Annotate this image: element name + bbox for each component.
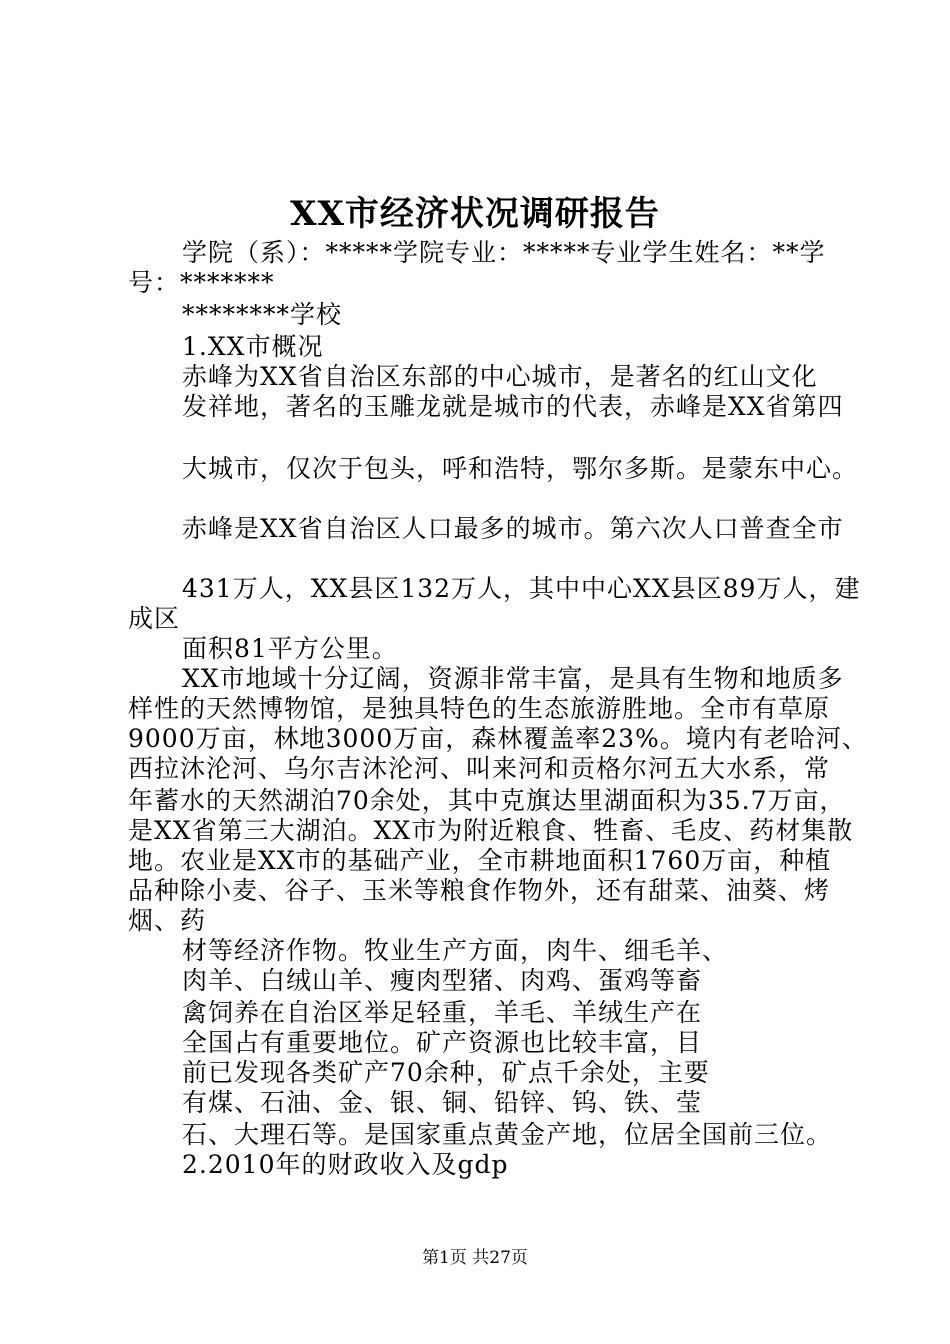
text-line: 学院（系）：*****学院专业：*****专业学生姓名：**学 (182, 238, 826, 267)
text-line: 石、大理石等。是国家重点黄金产地，位居全国前三位。 (182, 1120, 833, 1149)
text-line: XX市地域十分辽阔，资源非常丰富，是具有生物和地质多 (182, 664, 844, 693)
text-line: 号：******* (128, 268, 275, 297)
text-line: 赤峰是XX省自治区人口最多的城市。第六次人口普查全市 (182, 514, 844, 543)
text-line: 9000万亩，林地3000万亩，森林覆盖率23%。境内有老哈河、 (128, 724, 868, 753)
text-line: 431万人，XX县区132万人，其中中心XX县区89万人，建 (182, 574, 861, 603)
text-line: 品种除小麦、谷子、玉米等粮食作物外，还有甜菜、油葵、烤 (128, 876, 831, 905)
text-line: ********学校 (182, 300, 343, 329)
text-line: 肉羊、白绒山羊、瘦肉型猪、肉鸡、蛋鸡等畜 (182, 966, 703, 995)
text-line: 是XX省第三大湖泊。XX市为附近粮食、牲畜、毛皮、药材集散 (128, 816, 854, 845)
text-line: 烟、药 (128, 906, 207, 935)
text-line: 面积81平方公里。 (182, 634, 398, 663)
text-line: 1.XX市概况 (182, 332, 324, 361)
text-line: 禽饲养在自治区举足轻重，羊毛、羊绒生产在 (182, 998, 703, 1027)
text-line: 样性的天然博物馆，是独具特色的生态旅游胜地。全市有草原 (128, 694, 831, 723)
text-line: 成区 (128, 604, 181, 633)
text-line: 材等经济作物。牧业生产方面，肉牛、细毛羊、 (182, 936, 729, 965)
text-line: 有煤、石油、金、银、铜、铅锌、钨、铁、莹 (182, 1088, 703, 1117)
text-line: 前已发现各类矿产70余种，矿点千余处，主要 (182, 1058, 710, 1087)
text-line: 地。农业是XX市的基础产业，全市耕地面积1760万亩，种植 (128, 846, 832, 875)
text-line: 大城市，仅次于包头，呼和浩特，鄂尔多斯。是蒙东中心。 (182, 454, 859, 483)
text-line: 发祥地，著名的玉雕龙就是城市的代表，赤峰是XX省第四 (182, 392, 844, 421)
text-line: 全国占有重要地位。矿产资源也比较丰富，目 (182, 1028, 703, 1057)
page-footer: 第1页 共27页 (422, 1248, 528, 1268)
document-title: XX市经济状况调研报告 (290, 194, 660, 234)
text-line: 年蓄水的天然湖泊70余处，其中克旗达里湖面积为35.7万亩， (128, 786, 846, 815)
text-line: 西拉沐沦河、乌尔吉沐沦河、叫来河和贡格尔河五大水系，常 (128, 754, 831, 783)
text-line: 赤峰为XX省自治区东部的中心城市，是著名的红山文化 (182, 362, 818, 391)
text-line: 2.2010年的财政收入及gdp (182, 1150, 509, 1179)
